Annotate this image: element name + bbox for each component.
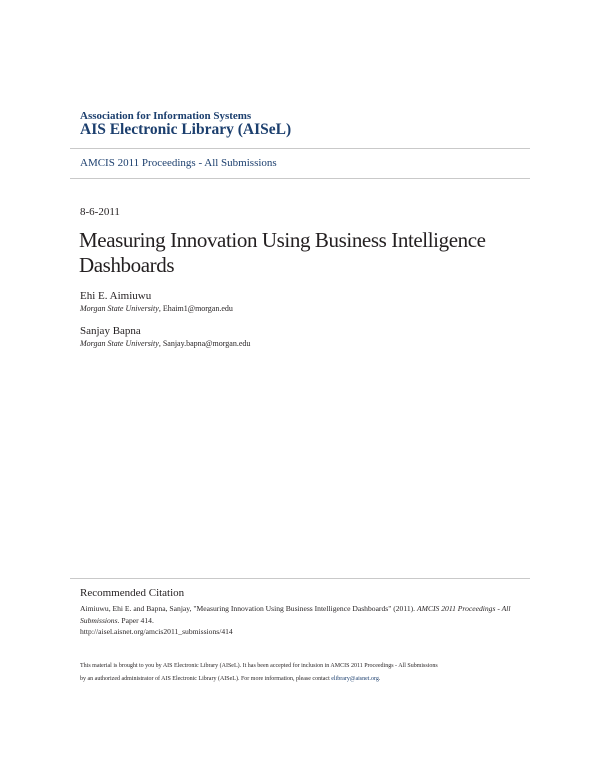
notice-line-2: by an authorized administrator of AIS Electronic Library (AISeL). For more information, please contact — [80, 675, 330, 682]
contact-email-link[interactable]: elibrary@aisnet.org — [331, 675, 379, 682]
collection-link[interactable]: AMCIS 2011 Proceedings - All Submissions — [80, 157, 277, 169]
author-affiliation: Morgan State University, Sanjay.bapna@morgan.edu — [80, 339, 251, 348]
citation-source: AMCIS 2011 Proceedings - All Submissions — [80, 604, 511, 625]
author-email: Sanjay.bapna@morgan.edu — [162, 339, 251, 348]
citation-divider — [70, 578, 530, 579]
paper-title-line-1: Measuring Innovation Using Business Intelligence — [79, 228, 486, 252]
citation-title: "Measuring Innovation Using Business Intelligence Dashboards" (2011). — [193, 604, 416, 613]
citation-url[interactable]: http://aisel.aisnet.org/amcis2011_submissions/414 — [80, 627, 233, 636]
author-institution: Morgan State University — [80, 304, 159, 313]
author-block-2 — [80, 325, 250, 348]
author-email: Ehaim1@morgan.edu — [162, 304, 233, 313]
author-name: Sanjay Bapna — [80, 325, 141, 337]
recommended-citation-text — [80, 603, 520, 638]
author-block-1 — [80, 290, 233, 313]
publication-date: 8-6-2011 — [80, 206, 120, 218]
availability-notice — [80, 660, 520, 685]
recommended-citation-label: Recommended Citation — [80, 587, 185, 599]
notice-end: . — [378, 675, 381, 682]
notice-line-1: This material is brought to you by AIS Electronic Library (AISeL). It has been accepted for inclusion in AMCIS 2011 Proceedings - All Submissions — [80, 663, 438, 669]
author-name: Ehi E. Aimiuwu — [80, 290, 152, 302]
paper-title — [79, 228, 529, 278]
header-divider — [70, 148, 530, 149]
author-institution: Morgan State University — [80, 339, 159, 348]
author-affiliation: Morgan State University, Ehaim1@morgan.edu — [80, 304, 233, 313]
citation-paper: . Paper 414. — [117, 615, 154, 625]
association-name: Association for Information Systems — [80, 110, 252, 122]
citation-authors: Aimiuwu, Ehi E. and Bapna, Sanjay, — [80, 604, 192, 613]
paper-title-line-2: Dashboards — [79, 253, 175, 277]
library-name[interactable]: AIS Electronic Library (AISeL) — [80, 121, 292, 138]
collection-divider — [70, 178, 530, 179]
